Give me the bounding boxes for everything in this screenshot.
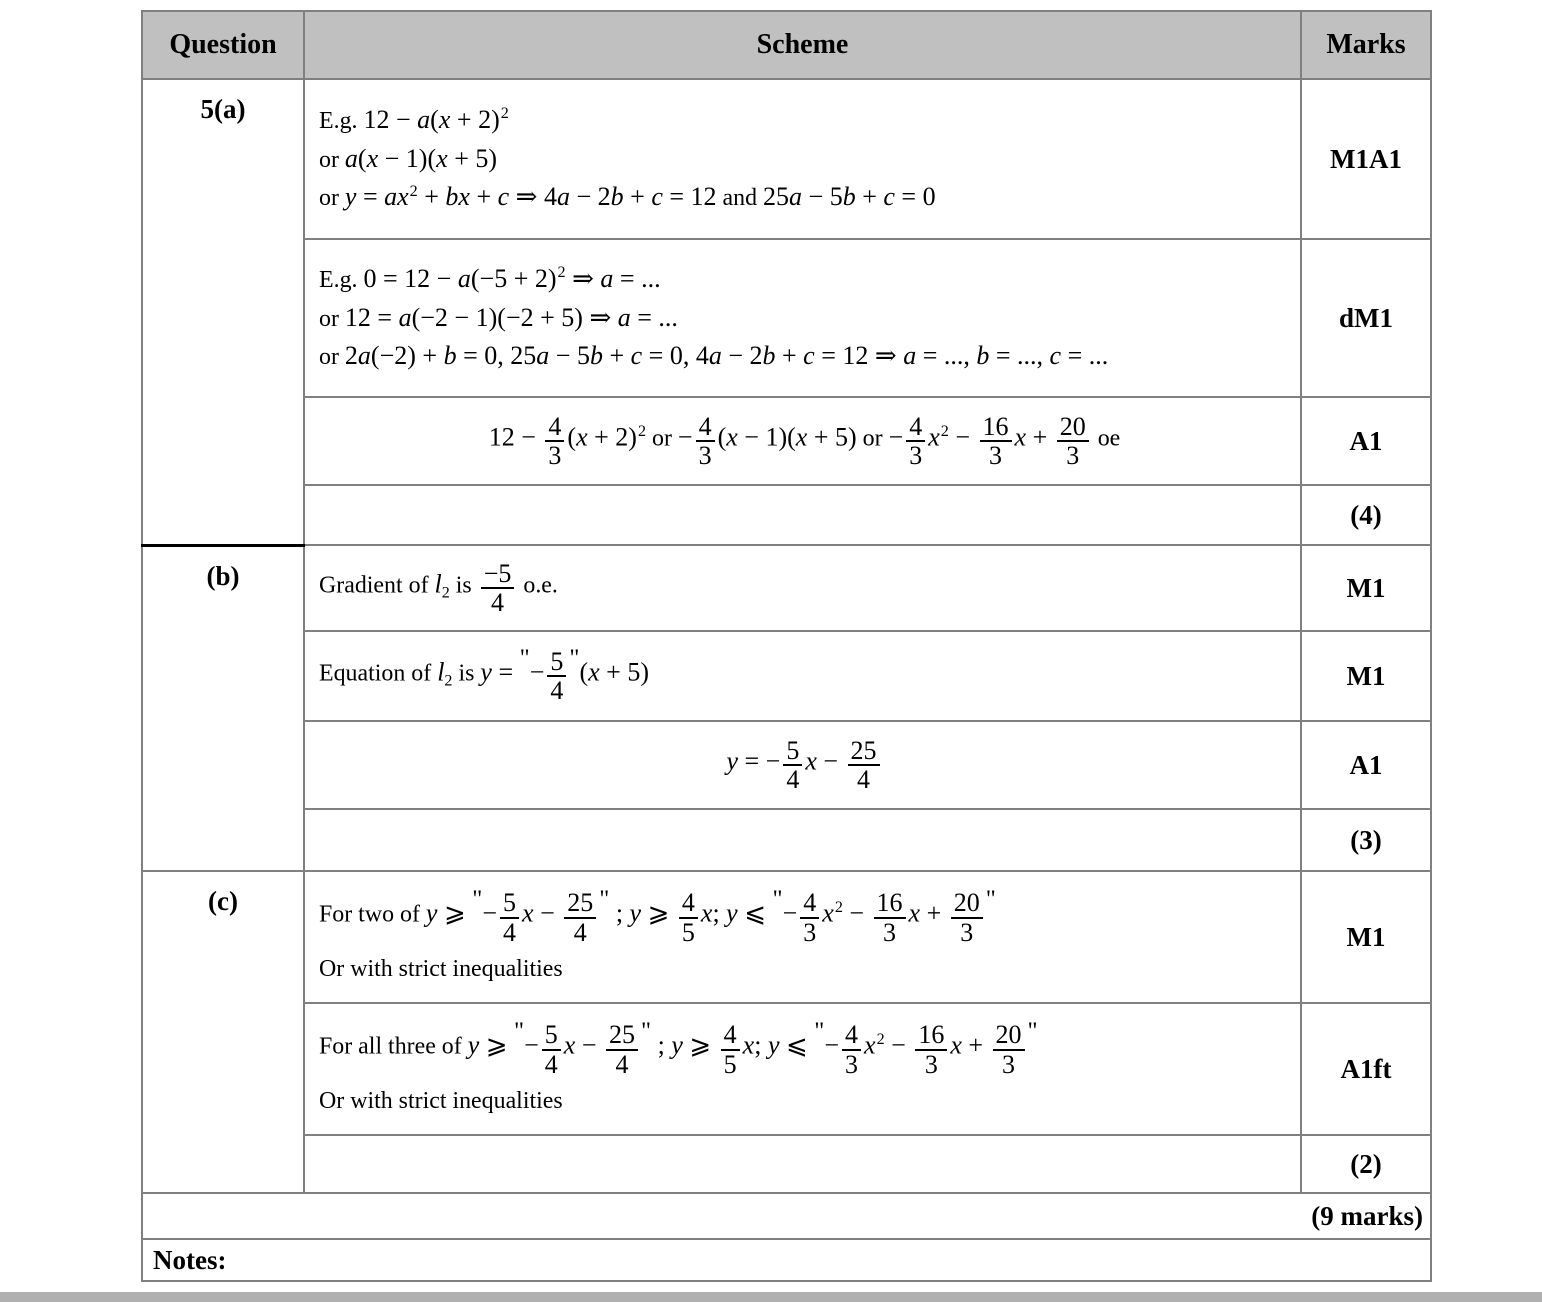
fraction: $\frac{4}{3}$ (545, 413, 564, 470)
superscript: 2 (500, 104, 509, 122)
math-run: x (928, 422, 940, 452)
marks-cell: M1A1 (1301, 79, 1431, 239)
text-run: or (646, 425, 678, 452)
scheme-cell (304, 809, 1301, 871)
marks-cell: A1ft (1301, 1003, 1431, 1135)
table-header (142, 11, 1431, 79)
fraction: $\frac{20}{3}$ (951, 889, 983, 946)
marks-cell: M1 (1301, 631, 1431, 721)
subscript: 2 (444, 672, 453, 690)
fraction: $\frac{5}{4}$ (547, 648, 566, 705)
notes-label: Notes: (142, 1239, 1431, 1281)
text-run: or (856, 425, 889, 452)
table-body (142, 79, 1431, 1193)
superscript: 2 (409, 182, 418, 200)
math-run: y = ax (344, 182, 409, 212)
fraction: $\frac{4}{3}$ (906, 413, 925, 470)
scheme-cell (304, 721, 1301, 809)
text-run: and (716, 185, 764, 212)
text-run: or (319, 344, 345, 371)
text-run: E.g. (319, 107, 364, 134)
marks-cell: (4) (1301, 485, 1431, 545)
scheme-line (319, 340, 1290, 373)
marks-cell: A1 (1301, 721, 1431, 809)
fraction: $\frac{4}{3}$ (842, 1021, 861, 1078)
math-run: (x + 2) (567, 422, 637, 452)
quote-mark: " (985, 885, 996, 913)
quote-mark: " (519, 643, 530, 671)
text-run: E.g. (319, 266, 364, 293)
math-run: l (434, 569, 442, 599)
text-run: or (319, 305, 345, 332)
table-row (142, 631, 1431, 721)
text-run: Equation of (319, 660, 438, 687)
scheme-cell (304, 79, 1301, 239)
math-run: 12 − a(x + 2) (363, 104, 500, 134)
fraction: $\frac{25}{4}$ (606, 1021, 638, 1078)
table-row (142, 397, 1431, 485)
marks-cell: M1 (1301, 871, 1431, 1003)
math-run: 2a(−2) + b = 0, 25a − 5b + c = 0, 4a − 2b + c = 12 ⇒ a = ..., b = ..., c = ... (344, 341, 1109, 371)
header-question: Question (142, 11, 304, 79)
header-marks: Marks (1301, 11, 1431, 79)
math-run: x + (1014, 422, 1048, 452)
math-run: − (529, 657, 545, 687)
math-run: l (437, 657, 445, 687)
fraction: $\frac{20}{3}$ (1057, 413, 1089, 470)
text-run: is (452, 660, 481, 687)
math-run: (x − 1)(x + 5) (717, 422, 857, 452)
scheme-cell (304, 545, 1301, 631)
scheme-line (319, 560, 1290, 617)
scheme-line (319, 143, 1290, 176)
math-run: ; y ⩾ (657, 1030, 712, 1060)
math-run: a(x − 1)(x + 5) (344, 143, 498, 173)
math-run: − (782, 898, 798, 928)
text-run: For two of (319, 901, 426, 928)
quote-mark: " (514, 1017, 525, 1045)
math-run: x − (563, 1030, 597, 1060)
math-run: x − (805, 746, 839, 776)
text-run: is (449, 572, 478, 599)
fraction: $\frac{25}{4}$ (564, 889, 596, 946)
math-run: 12 − (488, 422, 536, 452)
question-label-b: (b) (142, 545, 304, 871)
scheme-line (319, 104, 1290, 137)
text-run: o.e. (517, 572, 558, 599)
marks-cell: (2) (1301, 1135, 1431, 1193)
math-run: y ⩾ (467, 1030, 508, 1060)
scheme-line (319, 413, 1290, 470)
superscript: 2 (876, 1031, 885, 1049)
math-run: x (864, 1030, 876, 1060)
scheme-line (319, 1017, 1290, 1079)
fraction: $\frac{16}{3}$ (980, 413, 1012, 470)
math-run: 0 = 12 − a(−5 + 2) (363, 263, 557, 293)
fraction: $\frac{20}{3}$ (993, 1021, 1025, 1078)
fraction: $\frac{25}{4}$ (848, 737, 880, 794)
fraction: $\frac{5}{4}$ (500, 889, 519, 946)
quote-mark: " (569, 643, 580, 671)
text-run: oe (1091, 425, 1121, 452)
scheme-cell (304, 871, 1301, 1003)
scheme-cell (304, 631, 1301, 721)
scheme-cell (304, 1003, 1301, 1135)
quote-mark: " (472, 885, 483, 913)
math-run: y = (480, 657, 514, 687)
superscript: 2 (940, 422, 949, 440)
table-row (142, 721, 1431, 809)
scheme-line (319, 263, 1290, 296)
math-run: − (482, 898, 498, 928)
total-marks: (9 marks) (142, 1193, 1431, 1239)
math-run: x + (908, 898, 942, 928)
table-row (142, 809, 1431, 871)
marks-cell: (3) (1301, 809, 1431, 871)
math-run: − (888, 422, 904, 452)
math-run: x; y ⩽ (742, 1030, 808, 1060)
mark-scheme-table (141, 10, 1432, 1282)
math-run: y ⩾ (425, 898, 466, 928)
fraction: $\frac{4}{5}$ (721, 1021, 740, 1078)
text-run: Gradient of (319, 572, 435, 599)
math-run: x + (950, 1030, 984, 1060)
text-run: For all three of (319, 1033, 468, 1060)
question-label-5a: 5(a) (142, 79, 304, 545)
scheme-cell (304, 485, 1301, 545)
page-edge-strip (0, 1292, 1542, 1302)
math-run: − (891, 1030, 906, 1060)
table-row (142, 1135, 1431, 1193)
scheme-line (319, 885, 1290, 947)
fraction: $\frac{5}{4}$ (783, 737, 802, 794)
math-run: − (849, 898, 865, 928)
marks-cell: M1 (1301, 545, 1431, 631)
math-run: (x + 5) (579, 657, 649, 687)
scheme-line (319, 952, 1290, 985)
superscript: 2 (637, 422, 647, 440)
superscript: 2 (557, 263, 566, 281)
text-run: Or with strict inequalities (319, 955, 563, 982)
fraction: $\frac{4}{3}$ (696, 413, 715, 470)
quote-mark: " (599, 885, 610, 913)
table-row (142, 1003, 1431, 1135)
table-footer (142, 1193, 1431, 1281)
table-row (142, 871, 1431, 1003)
math-run: 12 = a(−2 − 1)(−2 + 5) ⇒ a = ... (344, 302, 678, 332)
quote-mark: " (772, 885, 783, 913)
scheme-line (319, 1084, 1290, 1117)
fraction: $\frac{16}{3}$ (915, 1021, 947, 1078)
text-run: Or with strict inequalities (319, 1087, 563, 1114)
math-run: ; y ⩾ (615, 898, 670, 928)
math-run: 25a − 5b + c = 0 (763, 182, 936, 212)
superscript: 2 (834, 899, 843, 917)
fraction: $\frac{4}{3}$ (800, 889, 819, 946)
math-run: x (822, 898, 834, 928)
math-run: x − (522, 898, 555, 928)
fraction: $\frac{4}{5}$ (679, 889, 698, 946)
math-run: y = − (726, 746, 781, 776)
marks-cell: dM1 (1301, 239, 1431, 397)
table-row (142, 545, 1431, 631)
scheme-cell (304, 1135, 1301, 1193)
table-row (142, 485, 1431, 545)
fraction: $\frac{5}{4}$ (542, 1021, 561, 1078)
question-label-c: (c) (142, 871, 304, 1193)
math-run: x; y ⩽ (700, 898, 767, 928)
quote-mark: " (641, 1017, 652, 1045)
math-run: − (955, 422, 971, 452)
scheme-line (319, 643, 1290, 705)
scheme-line (319, 737, 1290, 794)
quote-mark: " (814, 1017, 825, 1045)
quote-mark: " (1027, 1017, 1038, 1045)
scheme-line (319, 302, 1290, 335)
scheme-cell (304, 397, 1301, 485)
scheme-line (319, 181, 1290, 214)
math-run: ⇒ a = ... (572, 263, 661, 293)
fraction: $\frac{16}{3}$ (874, 889, 906, 946)
text-run: or (319, 146, 345, 173)
table-row (142, 79, 1431, 239)
math-run: − (524, 1030, 539, 1060)
math-run: − (824, 1030, 840, 1060)
scheme-cell (304, 239, 1301, 397)
math-run: − (677, 422, 693, 452)
fraction: $\frac{-5}{4}$ (481, 560, 515, 617)
marks-cell: A1 (1301, 397, 1431, 485)
math-run: + bx + c ⇒ 4a − 2b + c = 12 (424, 182, 717, 212)
text-run: or (319, 185, 345, 212)
table-row (142, 239, 1431, 397)
subscript: 2 (441, 584, 450, 602)
header-scheme: Scheme (304, 11, 1301, 79)
